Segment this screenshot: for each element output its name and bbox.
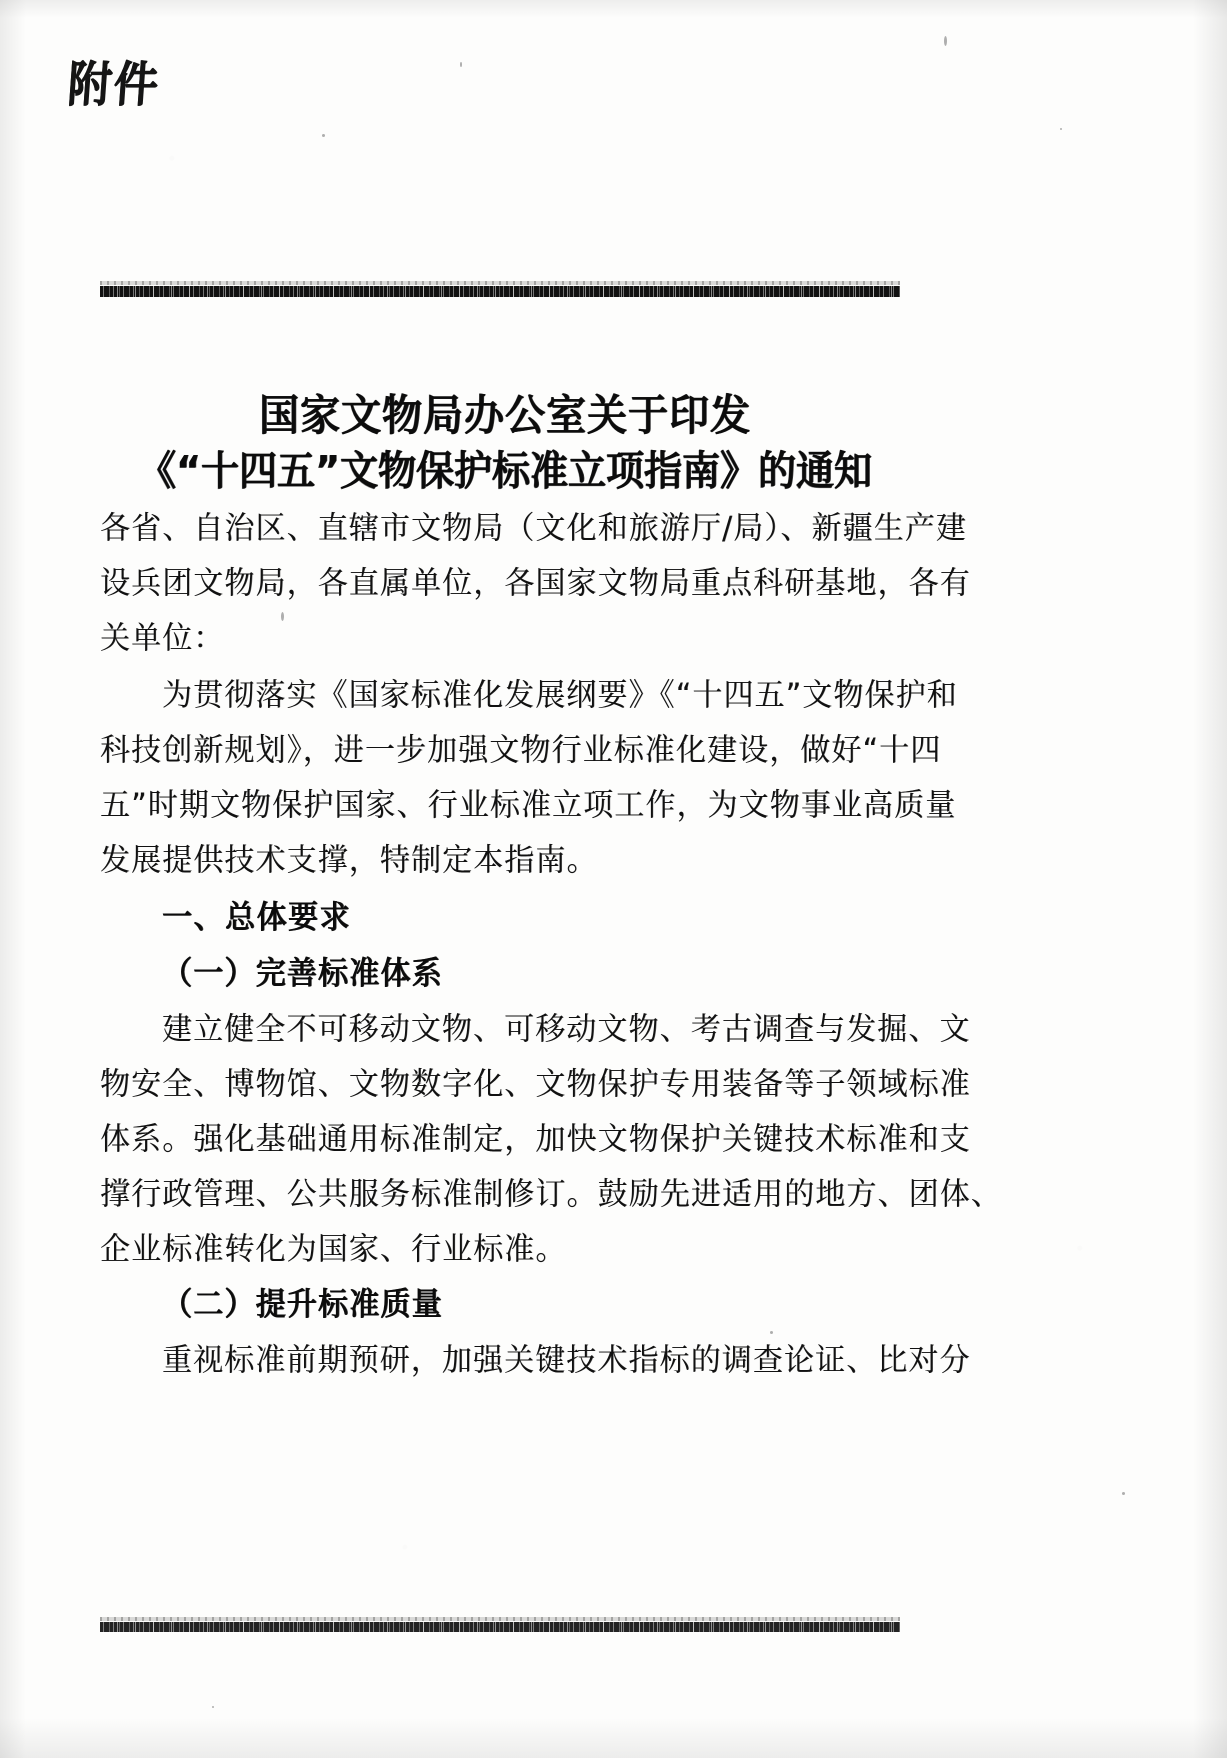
subsection-1-body-line-1: 建立健全不可移动文物、可移动文物、考古调查与发掘、文 bbox=[162, 1011, 971, 1048]
scan-edge-shading-top bbox=[0, 0, 1227, 18]
header-rule-ghost bbox=[100, 281, 900, 285]
attachment-label: 附件 bbox=[65, 56, 162, 113]
preamble-line-4: 发展提供技术支撑，特制定本指南。 bbox=[100, 842, 598, 879]
preamble-line-1: 为贯彻落实《国家标准化发展纲要》《“十四五”文物保护和 bbox=[162, 677, 958, 714]
title-line-1: 国家文物局办公室关于印发 bbox=[259, 391, 751, 441]
scan-speck bbox=[460, 62, 462, 67]
scan-edge-shading-right bbox=[1193, 0, 1227, 1758]
addressee-line-3: 关单位： bbox=[100, 620, 225, 657]
header-rule bbox=[100, 286, 900, 297]
subsection-1-body-line-5: 企业标准转化为国家、行业标准。 bbox=[100, 1231, 567, 1268]
addressee-block bbox=[100, 501, 971, 666]
footer-rule-ghost bbox=[100, 1617, 900, 1621]
scan-speck bbox=[322, 134, 325, 137]
document-body bbox=[100, 330, 1002, 1388]
subsection-1-body-line-2: 物安全、博物馆、文物数字化、文物保护专用装备等子领域标准 bbox=[100, 1066, 971, 1103]
subsection-1-body-line-4: 撑行政管理、公共服务标准制修订。鼓励先进适用的地方、团体、 bbox=[100, 1176, 1002, 1213]
document-title bbox=[100, 388, 910, 499]
scan-edge-shading-left bbox=[0, 0, 26, 1758]
subsection-2-body-line-1: 重视标准前期预研，加强关键技术指标的调查论证、比对分 bbox=[162, 1342, 971, 1379]
preamble-paragraph bbox=[100, 668, 958, 888]
addressee-line-1: 各省、自治区、直辖市文物局（文化和旅游厅/局）、新疆生产建 bbox=[100, 510, 968, 547]
footer-rule bbox=[100, 1622, 900, 1632]
title-line-2: 《“十四五”文物保护标准立项指南》的通知 bbox=[138, 447, 872, 495]
addressee-line-2: 设兵团文物局，各直属单位，各国家文物局重点科研基地，各有 bbox=[100, 565, 971, 602]
preamble-line-2: 科技创新规划》，进一步加强文物行业标准化建设，做好“十四 bbox=[100, 732, 942, 769]
scan-speck bbox=[944, 36, 947, 46]
subsection-1-body-line-3: 体系。强化基础通用标准制定，加快文物保护关键技术标准和支 bbox=[100, 1121, 971, 1158]
subsection-1-heading: （一）完善标准体系 bbox=[162, 954, 443, 992]
subsection-2-heading: （二）提升标准质量 bbox=[162, 1285, 443, 1323]
scan-speck bbox=[1122, 1492, 1125, 1495]
section-1-heading: 一、总体要求 bbox=[162, 898, 351, 936]
section-1-subsection-1 bbox=[100, 946, 1002, 1277]
preamble-line-3: 五”时期文物保护国家、行业标准立项工作，为文物事业高质量 bbox=[100, 787, 957, 824]
scan-edge-shading-bottom bbox=[0, 1718, 1227, 1758]
section-1 bbox=[100, 890, 1002, 1388]
scan-speck bbox=[212, 1706, 214, 1708]
scan-speck bbox=[1060, 128, 1062, 130]
section-1-subsection-2 bbox=[100, 1277, 971, 1388]
